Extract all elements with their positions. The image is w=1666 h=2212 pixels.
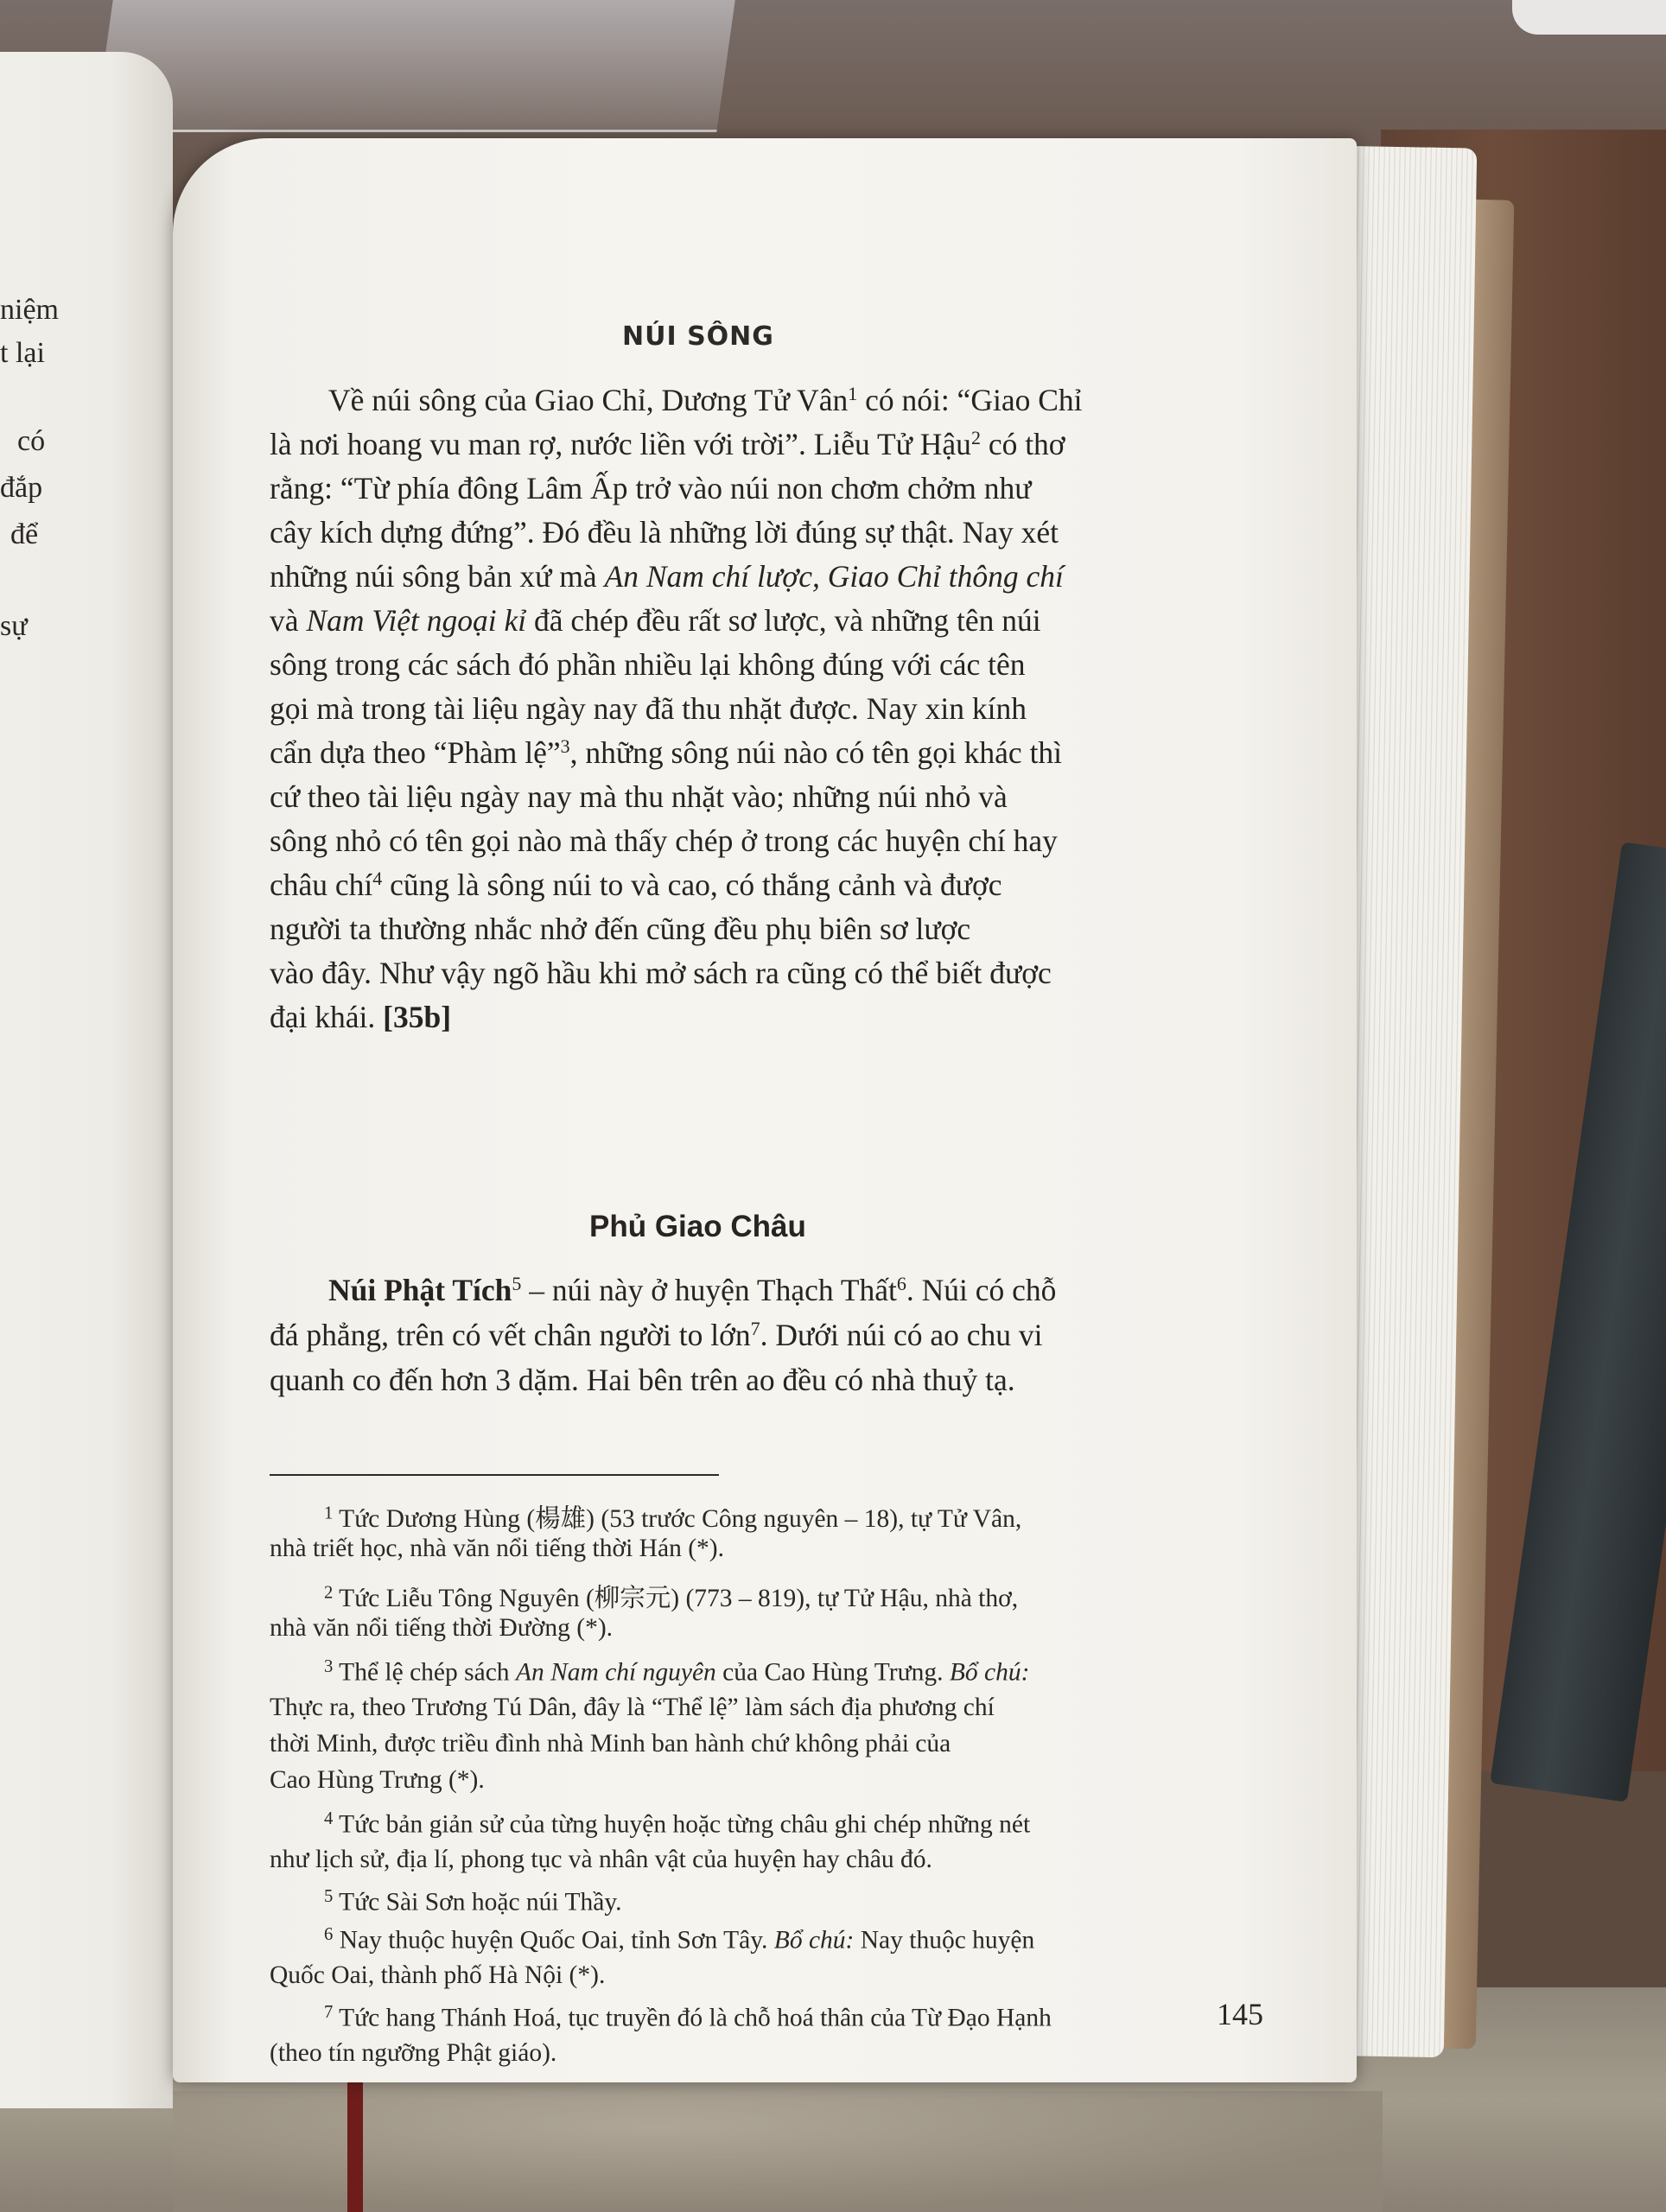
acrylic-stand — [94, 0, 735, 132]
left-fragment: đắp — [0, 472, 43, 504]
left-page — [0, 52, 173, 2108]
page-number: 145 — [1217, 1997, 1263, 2031]
footnote-line: thời Minh, được triều đình nhà Minh ban hành chứ không phải của — [270, 1730, 951, 1758]
body-line: rằng: “Từ phía đông Lâm Ấp trở vào núi non chơm chởm như — [270, 471, 1032, 505]
body-line: quanh co đến hơn 3 dặm. Hai bên trên ao đều có nhà thuỷ tạ. — [270, 1363, 1015, 1397]
footnote-line: $^3$ Thể lệ chép sách An Nam chí nguyên của Cao Hùng Trưng. Bổ chú: — [324, 1657, 1030, 1687]
footnote-line: $^1$ Tức Dương Hùng (楊雄) (53 trước Công nguyên – 18), tự Tử Vân, — [324, 1503, 1022, 1533]
body-line: cây kích dựng đứng”. Đó đều là những lời đúng sự thật. Nay xét — [270, 515, 1059, 550]
footnote-line: Quốc Oai, thành phố Hà Nội (*). — [270, 1961, 606, 1989]
left-fragment: sự — [0, 610, 28, 642]
footnote-line: $^4$ Tức bản giản sử của từng huyện hoặc từng châu ghi chép những nét — [324, 1809, 1031, 1839]
body-line: vào đây. Như vậy ngõ hầu khi mở sách ra cũng có thể biết được — [270, 956, 1052, 990]
left-fragment: t lại — [0, 337, 45, 369]
footnote-line: Thực ra, theo Trương Tú Dân, đây là “Thể lệ” làm sách địa phương chí — [270, 1694, 995, 1721]
body-line: Núi Phật Tích$^5$ – núi này ở huyện Thạch Thất$^6$. Núi có chỗ — [328, 1272, 1057, 1307]
footnote-line: $^5$ Tức Sài Sơn hoặc núi Thầy. — [324, 1887, 622, 1916]
footnote-line: $^6$ Nay thuộc huyện Quốc Oai, tỉnh Sơn Tây. Bổ chú: Nay thuộc huyện — [324, 1925, 1035, 1955]
left-fragment: có — [17, 425, 46, 457]
body-line: những núi sông bản xứ mà An Nam chí lược, Giao Chỉ thông chí — [270, 559, 1064, 594]
body-line: sông nhỏ có tên gọi nào mà thấy chép ở trong các huyện chí hay — [270, 823, 1058, 858]
footnote-line: Cao Hùng Trưng (*). — [270, 1766, 485, 1794]
left-fragment: để — [10, 518, 39, 550]
body-line: và Nam Việt ngoại kỉ đã chép đều rất sơ lược, và những tên núi — [270, 603, 1041, 638]
body-line: đá phẳng, trên có vết chân người to lớn$^7$. Dưới núi có ao chu vi — [270, 1317, 1043, 1352]
footnote-line: (theo tín ngưỡng Phật giáo). — [270, 2039, 557, 2067]
left-fragment: niệm — [0, 294, 59, 326]
bookmark-ribbon — [347, 2065, 363, 2212]
body-line: sông trong các sách đó phần nhiều lại không đúng với các tên — [270, 647, 1026, 682]
page-heading: NÚI SÔNG — [622, 321, 774, 352]
body-line: Về núi sông của Giao Chỉ, Dương Tử Vân$^1$ có nói: “Giao Chỉ — [328, 382, 1083, 417]
body-line: đại khái. [35b] — [270, 1000, 452, 1034]
footnote-line: nhà văn nổi tiếng thời Đường (*). — [270, 1614, 614, 1642]
section-heading: Phủ Giao Châu — [589, 1210, 806, 1243]
book-page — [173, 138, 1357, 2082]
body-line: là nơi hoang vu man rợ, nước liền với trời”. Liễu Tử Hậu$^2$ có thơ — [270, 426, 1065, 461]
body-line: người ta thường nhắc nhở đến cũng đều phụ biên sơ lược — [270, 912, 971, 946]
body-line: châu chí$^4$ cũng là sông núi to và cao, có thắng cảnh và được — [270, 867, 1002, 902]
white-object — [1512, 0, 1666, 35]
body-line: gọi mà trong tài liệu ngày nay đã thu nhặt được. Nay xin kính — [270, 691, 1027, 726]
footnote-line: $^2$ Tức Liễu Tông Nguyên (柳宗元) (773 – 819), tự Tử Hậu, nhà thơ, — [324, 1583, 1019, 1612]
footnote-line: nhà triết học, nhà văn nổi tiếng thời Hán (*). — [270, 1535, 724, 1562]
body-line: cứ theo tài liệu ngày nay mà thu nhặt vào; những núi nhỏ và — [270, 779, 1008, 814]
footnote-line: $^7$ Tức hang Thánh Hoá, tục truyền đó là chỗ hoá thân của Từ Đạo Hạnh — [324, 2003, 1052, 2032]
footnote-line: như lịch sử, địa lí, phong tục và nhân vật của huyện hay châu đó. — [270, 1846, 932, 1873]
footnote-rule — [270, 1474, 719, 1476]
body-line: cẩn dựa theo “Phàm lệ”$^3$, những sông núi nào có tên gọi khác thì — [270, 734, 1063, 770]
